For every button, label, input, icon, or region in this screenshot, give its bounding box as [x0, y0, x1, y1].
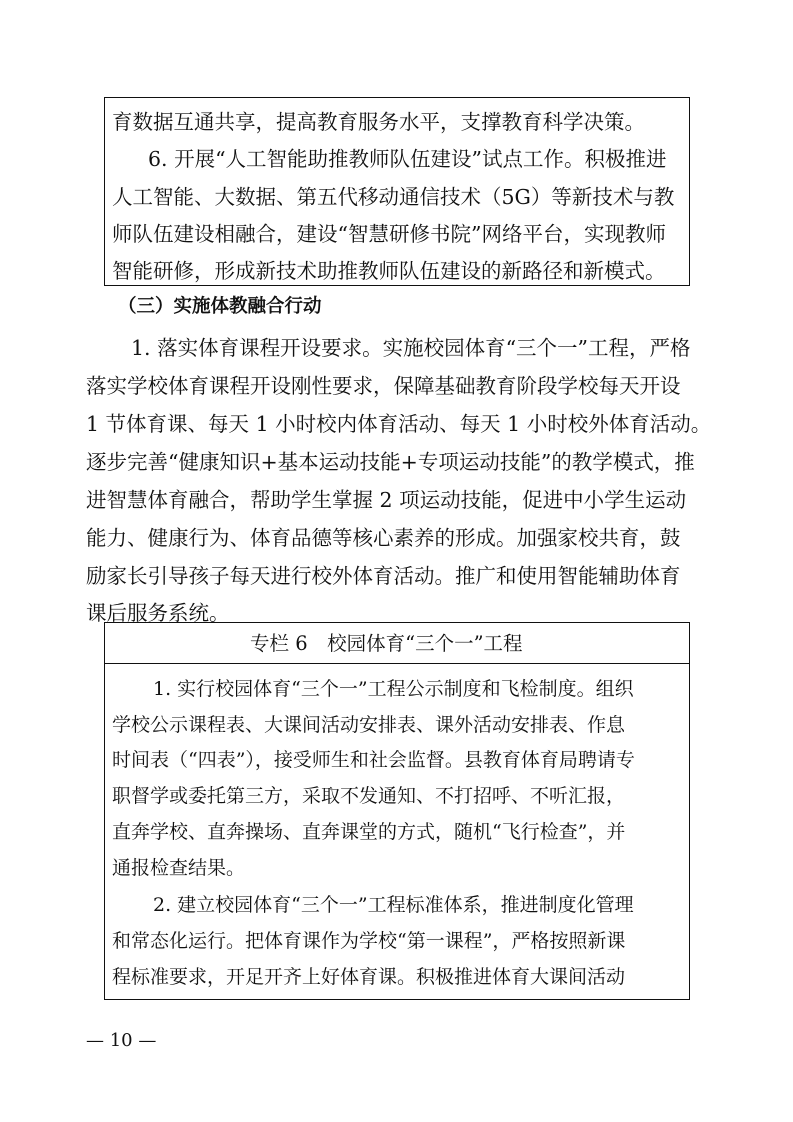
box1-line: 智能研修，形成新技术助推教师队伍建设的新路径和新模式。	[112, 259, 666, 283]
body-line: 励家长引导孩子每天进行校外体育活动。推广和使用智能辅助体育	[86, 564, 681, 588]
section-heading: （三）实施体教融合行动	[118, 296, 322, 317]
column-line: 直奔学校、直奔操场、直奔课堂的方式，随机“飞行检查”，并	[112, 821, 626, 843]
body-line: 进智慧体育融合，帮助学生掌握 2 项运动技能，促进中小学生运动	[86, 488, 687, 512]
column-line: 1. 实行校园体育“三个一”工程公示制度和飞检制度。组织	[153, 678, 634, 700]
body-line: 1. 落实体育课程开设要求。实施校园体育“三个一”工程，严格	[131, 336, 691, 360]
body-line: 落实学校体育课程开设刚性要求，保障基础教育阶段学校每天开设	[86, 374, 681, 398]
box1-line: 人工智能、大数据、第五代移动通信技术（5G）等新技术与教	[112, 185, 675, 209]
column-line: 职督学或委托第三方，采取不发通知、不打招呼、不听汇报，	[112, 785, 626, 807]
column-line: 学校公示课程表、大课间活动安排表、课外活动安排表、作息	[112, 714, 626, 736]
column-line: 和常态化运行。把体育课作为学校“第一课程”，严格按照新课	[112, 930, 626, 952]
box1-line: 育数据互通共享，提高教育服务水平，支撑教育科学决策。	[112, 110, 645, 134]
column-title: 专栏 6 校园体育“三个一”工程	[250, 632, 523, 655]
column-line: 2. 建立校园体育“三个一”工程标准体系，推进制度化管理	[153, 894, 634, 916]
body-line: 课后服务系统。	[86, 601, 230, 625]
box1-line: 师队伍建设相融合，建设“智慧研修书院”网络平台，实现教师	[112, 222, 666, 246]
column-line: 通报检查结果。	[112, 857, 246, 879]
body-line: 逐步完善“健康知识+基本运动技能+专项运动技能”的教学模式，推	[86, 450, 695, 474]
body-line: 能力、健康行为、体育品德等核心素养的形成。加强家校共育，鼓	[86, 526, 681, 550]
body-line: 1 节体育课、每天 1 小时校内体育活动、每天 1 小时校外体育活动。	[86, 412, 712, 436]
column-line: 时间表（“四表”），接受师生和社会监督。县教育体育局聘请专	[112, 749, 635, 771]
box1-line: 6. 开展“人工智能助推教师队伍建设”试点工作。积极推进	[148, 147, 667, 171]
column-line: 程标准要求，开足开齐上好体育课。积极推进体育大课间活动	[112, 966, 626, 988]
page-number: — 10 —	[86, 1030, 157, 1051]
